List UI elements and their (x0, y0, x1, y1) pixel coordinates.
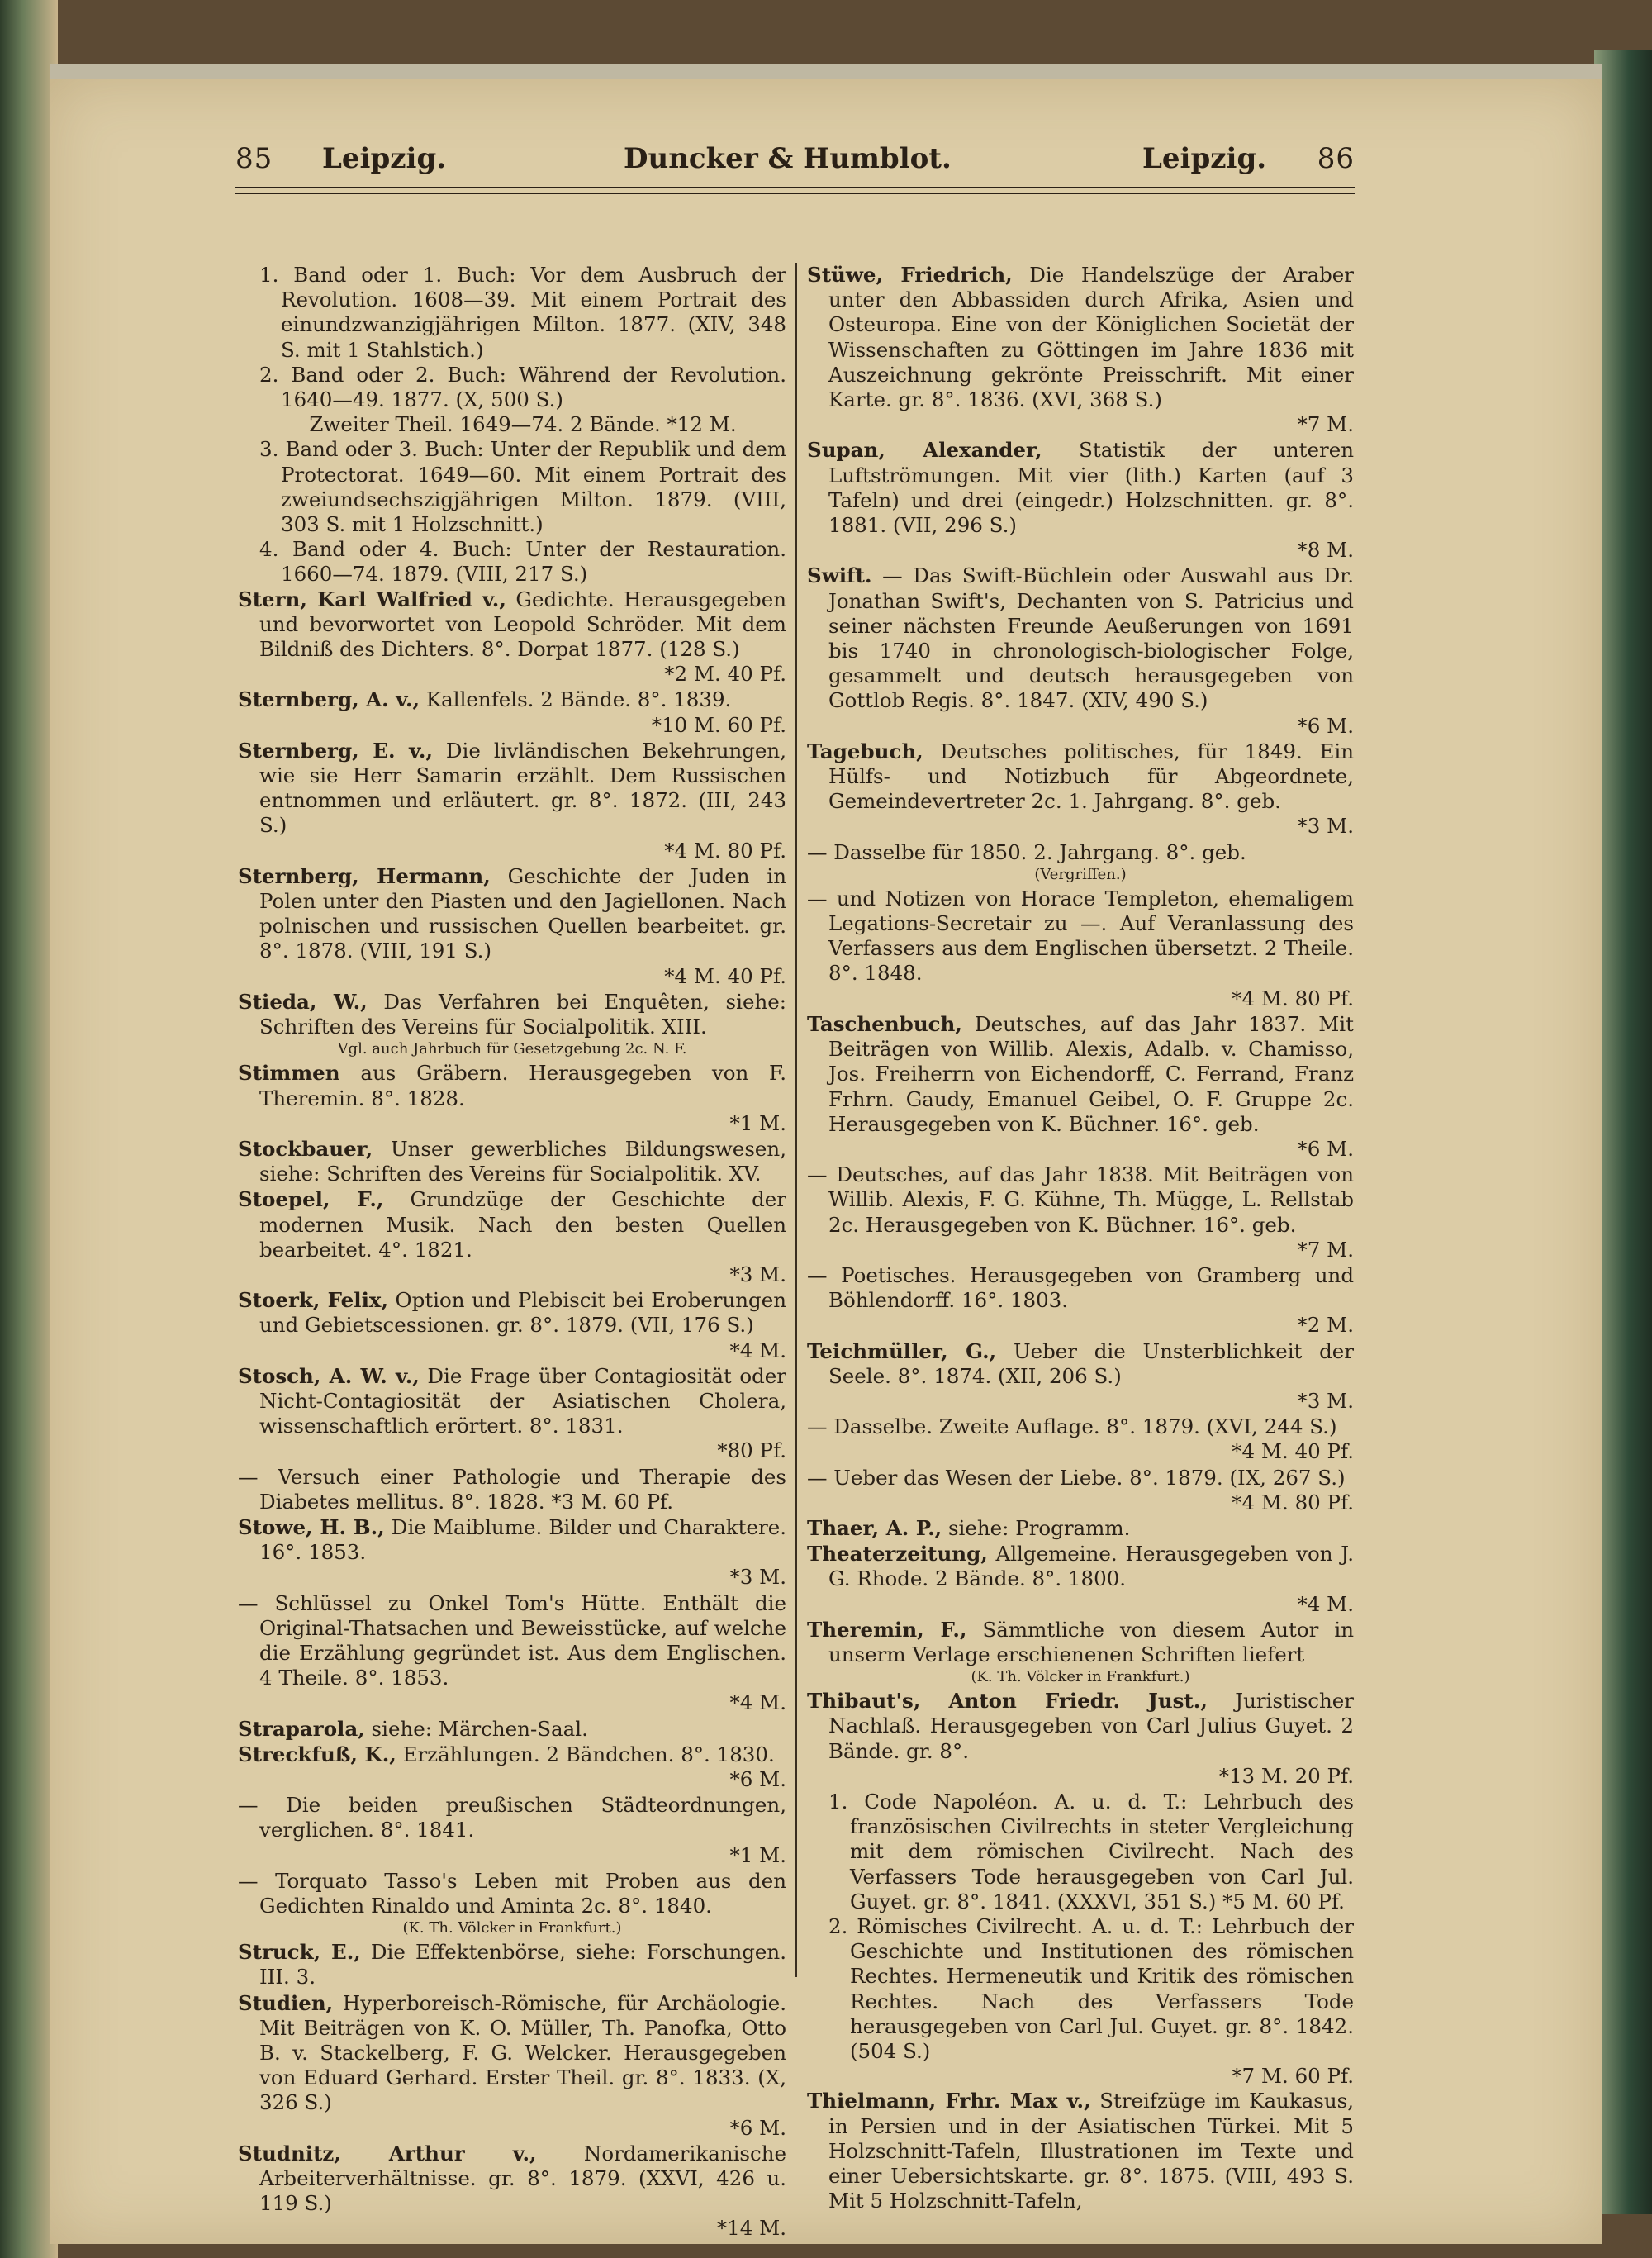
entry-price: *6 M. (1297, 713, 1354, 738)
entry-heading: Stoepel, F., (238, 1187, 384, 1212)
catalog-entry (238, 363, 786, 412)
entry-price: *4 M. 80 Pf. (1232, 986, 1354, 1010)
entry-text: — Ueber das Wesen der Liebe. 8°. 1879. (IX, 267 S.) (807, 1465, 1346, 1490)
right-column (807, 263, 1354, 2214)
catalog-entry (807, 1162, 1354, 1262)
entry-price: *3 M. (729, 1565, 786, 1590)
entry-text: Erzählungen. 2 Bändchen. 8°. 1830. (396, 1742, 775, 1766)
entry-heading: Teichmüller, G., (807, 1338, 997, 1363)
entry-heading: Thibaut's, Anton Friedr. Just., (807, 1689, 1208, 1714)
catalog-entry (238, 1465, 786, 1514)
catalog-entry (238, 2142, 786, 2241)
header-rule (235, 187, 1355, 194)
entry-text: Die Maiblume. Bilder und Charaktere. 16°. 1853. (259, 1514, 786, 1565)
entry-text: Allgemeine. Herausgegeben von J. G. Rhode. 2 Bände. 8°. 1800. (828, 1542, 1354, 1591)
catalog-entry (238, 687, 786, 737)
entry-text: 2. Römisches Civilrecht. A. u. d. T.: Lehrbuch der Geschichte und Institutionen des römischen Rechtes. Hermeneutik und Kritik des römischen Rechtes. Nach des Verfassers Tode herausgegeben von Carl Jul. Guyet. gr. 8°. 1842. (504 S.) (828, 1914, 1354, 2064)
catalog-entry (238, 990, 786, 1039)
entry-text: Kallenfels. 2 Bände. 8°. 1839. (420, 687, 732, 712)
entry-heading: Stimmen (238, 1061, 340, 1086)
catalog-entry (807, 1339, 1354, 1414)
entry-text: — Dasselbe für 1850. 2. Jahrgang. 8°. geb. (807, 839, 1246, 864)
catalog-entry (238, 1187, 786, 1287)
entry-price: *7 M. 60 Pf. (1232, 2064, 1354, 2089)
catalog-entry (238, 537, 786, 587)
catalog-entry (807, 1012, 1354, 1162)
publisher-note: (K. Th. Völcker in Frankfurt.) (971, 1668, 1190, 1686)
entry-heading: Streckfuß, K., (238, 1742, 396, 1766)
entry-text: — Dasselbe. Zweite Auflage. 8°. 1879. (XVI, 244 S.) (807, 1414, 1337, 1439)
entry-heading: Taschenbuch, (807, 1011, 962, 1036)
entry-text: Die Frage über Contagiosität oder Nicht-Contagiosität der Asiatischen Cholera, wissenschaftlich erörtert. 8°. 1831. (259, 1363, 787, 1438)
entry-price: *4 M. (729, 1338, 786, 1362)
entry-heading: Sternberg, E. v., (238, 738, 433, 763)
entry-text: Nordamerikanische Arbeiterverhältnisse. gr. 8°. 1879. (XXVI, 426 u. 119 S.) (259, 2141, 786, 2216)
page-number-right: 86 (1317, 142, 1355, 175)
entry-price: *8 M. (1297, 538, 1354, 563)
entry-text: 3. Band oder 3. Buch: Unter der Republik und dem Protectorat. 1649—60. Mit einem Portrait des zweiundsechszigjährigen Milton. 1879. (VIII, 303 S. mit 1 Holzschnitt.) (259, 437, 786, 537)
entry-price: *6 M. (729, 1766, 786, 1791)
entry-text: Sämmtliche von diesem Autor in unserm Verlage erschienenen Schriften liefert (828, 1617, 1354, 1666)
catalog-entry (238, 437, 786, 537)
entry-text: 4. Band oder 4. Buch: Unter der Restauration. 1660—74. 1879. (VIII, 217 S.) (259, 537, 786, 587)
catalog-entry (238, 1793, 786, 1868)
entry-price: *6 M. (729, 2115, 786, 2140)
entry-text: Die Effektenbörse, siehe: Forschungen. III. 3. (259, 1940, 786, 1989)
entry-heading: Theremin, F., (807, 1617, 967, 1642)
entry-price: *1 M. (729, 1110, 786, 1135)
page-header (235, 142, 1355, 192)
entry-text: — Torquato Tasso's Leben mit Proben aus den Gedichten Rinaldo und Aminta 2c. 8°. 1840. (238, 1868, 786, 1918)
entry-text: Das Verfahren bei Enquêten, siehe: Schriften des Vereins für Socialpolitik. XIII. (259, 989, 787, 1039)
catalog-entry (238, 1364, 786, 1464)
entry-heading: Stockbauer, (238, 1136, 373, 1161)
catalog-entry (807, 1914, 1354, 2089)
entry-price: *2 M. (1297, 1313, 1354, 1338)
entry-heading: Sternberg, A. v., (238, 687, 420, 712)
entry-heading: Tagebuch, (807, 739, 923, 763)
catalog-entry (238, 1991, 786, 2141)
entry-price: *7 M. (1297, 412, 1354, 437)
catalog-entry (238, 1717, 786, 1742)
entry-text: Juristischer Nachlaß. Herausgegeben von Carl Julius Guyet. 2 Bände. gr. 8°. (828, 1689, 1354, 1763)
entry-price: *10 M. 60 Pf. (651, 712, 786, 737)
entry-heading: Sternberg, Hermann, (238, 863, 491, 888)
entry-heading: Studien, (238, 1990, 334, 2015)
left-column (238, 263, 786, 2242)
catalog-entry (807, 438, 1354, 563)
entry-text: siehe: Programm. (942, 1515, 1131, 1540)
entry-price: *4 M. (729, 1690, 786, 1715)
catalog-entry (238, 1940, 786, 1989)
catalog-entry (807, 1689, 1354, 1789)
entry-price: *4 M. (1297, 1591, 1354, 1616)
entry-heading: Struck, E., (238, 1940, 361, 1965)
entry-text: Option und Plebiscit bei Eroberungen und Gebietscessionen. gr. 8°. 1879. (VII, 176 S.) (259, 1288, 786, 1338)
entry-text: siehe: Märchen-Saal. (364, 1716, 588, 1741)
entry-price: *4 M. 40 Pf. (664, 963, 786, 988)
entry-price: *13 M. 20 Pf. (1218, 1763, 1354, 1788)
entry-price: *14 M. (716, 2216, 786, 2241)
entry-text: Deutsches politisches, für 1849. Ein Hülfs- und Notizbuch für Abgeordnete, Gemeindevertreter 2c. 1. Jahrgang. 8°. geb. (828, 739, 1354, 814)
entry-text: Deutsches, auf das Jahr 1837. Mit Beiträgen von Willib. Alexis, Adalb. v. Chamisso, Jos. Freiherrn von Eichendorff, C. Ferrand, Franz Frhrn. Gaudy, Emanuel Geibel, O. F. Gruppe 2c. Herausgegeben von K. Büchner. 16°. geb. (828, 1011, 1354, 1136)
entry-price: *80 Pf. (717, 1438, 786, 1463)
entry-text: aus Gräbern. Herausgegeben von F. Theremin. 8°. 1828. (259, 1061, 786, 1110)
publisher-title: Duncker & Humblot. (624, 142, 952, 175)
entry-text: Geschichte der Juden in Polen unter den Piasten und den Jagiellonen. Nach polnischen und russischen Quellen bearbeitet. gr. 8°. 1878. (VIII, 191 S.) (259, 863, 787, 963)
catalog-entry (238, 1061, 786, 1136)
entry-heading: Stowe, H. B., (238, 1514, 385, 1539)
entry-price: *2 M. 40 Pf. (664, 662, 786, 687)
entry-text: Ueber die Unsterblichkeit der Seele. 8°. 1874. (XII, 206 S.) (828, 1338, 1354, 1388)
catalog-entry (807, 263, 1354, 437)
entry-heading: Stoerk, Felix, (238, 1288, 389, 1313)
entry-text: — Versuch einer Pathologie und Therapie des Diabetes mellitus. 8°. 1828. *3 M. 60 Pf. (238, 1464, 786, 1514)
catalog-entry (238, 1137, 786, 1186)
catalog-entry (238, 412, 786, 437)
entry-text: Grundzüge der Geschichte der modernen Musik. Nach den besten Quellen bearbeitet. 4°. 1821. (259, 1187, 786, 1262)
entry-price: *7 M. (1297, 1237, 1354, 1262)
publisher-note: Vgl. auch Jahrbuch für Gesetzgebung 2c. N. F. (337, 1040, 687, 1058)
entry-heading: Straparola, (238, 1716, 365, 1741)
entry-heading: Stosch, A. W. v., (238, 1363, 420, 1388)
catalog-entry (807, 1414, 1354, 1464)
catalog-entry (238, 864, 786, 989)
entry-text: 2. Band oder 2. Buch: Während der Revolution. 1640—49. 1877. (X, 500 S.) (259, 362, 786, 412)
column-divider (795, 263, 797, 1977)
catalog-entry (238, 1591, 786, 1716)
entry-heading: Theaterzeitung, (807, 1542, 988, 1566)
catalog-entry (807, 1466, 1354, 1515)
catalog-entry (807, 1542, 1354, 1617)
entry-text: 1. Band oder 1. Buch: Vor dem Ausbruch der Revolution. 1608—39. Mit einem Portrait des einundzwanzigjährigen Milton. 1877. (XIV, 348 S. mit 1 Stahlstich.) (259, 263, 786, 362)
entry-price: *3 M. (729, 1262, 786, 1286)
catalog-entry (238, 1288, 786, 1363)
entry-price: *6 M. (1297, 1136, 1354, 1161)
entry-text: Streifzüge im Kaukasus, in Persien und in der Asiatischen Türkei. Mit 5 Holzschnitt-Tafeln, Illustrationen im Texte und einer Uebersichtskarte. gr. 8°. 1875. (VIII, 493 S. Mit 5 Holzschnitt-Tafeln, (828, 2089, 1354, 2213)
catalog-entry (807, 1618, 1354, 1667)
entry-text: — und Notizen von Horace Templeton, ehemaligem Legations-Secretair zu —. Auf Veranlassung des Verfassers aus dem Englischen übersetzt. 2 Theile. 8°. 1848. (807, 886, 1354, 986)
entry-text: — Schlüssel zu Onkel Tom's Hütte. Enthält die Original-Thatsachen und Beweisstücke, auf welche die Erzählung gegründet ist. Aus dem Englischen. 4 Theile. 8°. 1853. (238, 1590, 786, 1690)
catalog-entry (807, 1790, 1354, 1914)
catalog-entry (807, 563, 1354, 738)
page-number-left: 85 (235, 142, 273, 175)
catalog-entry (807, 739, 1354, 839)
entry-text: 1. Code Napoléon. A. u. d. T.: Lehrbuch des französischen Civilrechts in steter Vergleichung mit dem römischen Civilrecht. Nach des Verfassers Tode herausgegeben von Carl Jul. Guyet. gr. 8°. 1841. (XXXVI, 351 S.) *5 M. 60 Pf. (828, 1789, 1354, 1913)
entry-price: *4 M. 80 Pf. (664, 838, 786, 863)
catalog-entry (238, 739, 786, 863)
entry-price: *4 M. 80 Pf. (1232, 1490, 1354, 1514)
catalog-entry (238, 1869, 786, 1918)
entry-price: *4 M. 40 Pf. (1232, 1439, 1354, 1464)
entry-text: — Die beiden preußischen Städteordnungen, verglichen. 8°. 1841. (238, 1793, 786, 1842)
entry-price: *3 M. (1297, 1388, 1354, 1413)
entry-price: *3 M. (1297, 814, 1354, 839)
entry-heading: Stern, Karl Walfried v., (238, 587, 506, 611)
entry-heading: Thaer, A. P., (807, 1515, 942, 1540)
entry-text: Gedichte. Herausgegeben und bevorwortet von Leopold Schröder. Mit dem Bildniß des Dichters. 8°. Dorpat 1877. (128 S.) (259, 587, 786, 662)
entry-heading: Supan, Alexander, (807, 438, 1042, 463)
entry-heading: Stieda, W., (238, 989, 368, 1014)
publisher-note: (K. Th. Völcker in Frankfurt.) (402, 1919, 622, 1937)
entry-heading: Studnitz, Arthur v., (238, 2141, 537, 2165)
entry-text: Unser gewerbliches Bildungswesen, siehe: Schriften des Vereins für Socialpolitik. XV. (259, 1136, 786, 1186)
entry-price: *1 M. (729, 1842, 786, 1867)
entry-text: — Das Swift-Büchlein oder Auswahl aus Dr. Jonathan Swift's, Dechanten von S. Patricius und seiner nächsten Freunde Aeußerungen von 1691 bis 1740 in chronologisch-biologischer Folge, gesammelt und deutsch herausgegeben von Gottlob Regis. 8°. 1847. (XIV, 490 S.) (828, 563, 1354, 713)
publisher-note: (Vergriffen.) (1034, 865, 1127, 883)
catalog-entry (238, 263, 786, 363)
entry-text: Die Handelszüge der Araber unter den Abbassiden durch Afrika, Asien und Osteuropa. Eine von der Königlichen Societät der Wissenschaften zu Göttingen im Jahre 1836 mit Auszeichnung gekrönte Preisschrift. Mit einer Karte. gr. 8°. 1836. (XVI, 368 S.) (828, 263, 1354, 412)
catalog-entry (238, 587, 786, 687)
entry-text: Zweiter Theil. 1649—74. 2 Bände. *12 M. (309, 412, 737, 437)
entry-text: Die livländischen Bekehrungen, wie sie Herr Samarin erzählt. Dem Russischen entnommen und erläutert. gr. 8°. 1872. (III, 243 S.) (259, 738, 786, 838)
entry-heading: Stüwe, Friedrich, (807, 263, 1013, 287)
entry-text: — Poetisches. Herausgegeben von Gramberg und Böhlendorff. 16°. 1803. (807, 1262, 1354, 1313)
book-edge (1594, 50, 1652, 2214)
catalog-entry (807, 1516, 1354, 1541)
catalog-entry (807, 887, 1354, 1011)
entry-text: Hyperboreisch-Römische, für Archäologie. Mit Beiträgen von K. O. Müller, Th. Panofka, Otto B. v. Stackelberg, F. G. Welcker. Herausgegeben von Eduard Gerhard. Erster Theil. gr. 8°. 1833. (X, 326 S.) (259, 1990, 786, 2115)
city-left: Leipzig. (322, 142, 447, 175)
entry-heading: Thielmann, Frhr. Max v., (807, 2089, 1091, 2113)
catalog-entry (807, 840, 1354, 865)
entry-text: Statistik der unteren Luftströmungen. Mit vier (lith.) Karten (auf 3 Tafeln) und drei (eingedr.) Holzschnitten. gr. 8°. 1881. (VII, 296 S.) (828, 438, 1354, 538)
catalog-entry (807, 2089, 1354, 2213)
catalog-entry (238, 1742, 786, 1792)
city-right: Leipzig. (1142, 142, 1267, 175)
catalog-entry (238, 1515, 786, 1590)
catalog-entry (807, 1263, 1354, 1338)
entry-heading: Swift. (807, 563, 872, 588)
entry-text: — Deutsches, auf das Jahr 1838. Mit Beiträgen von Willib. Alexis, F. G. Kühne, Th. Mügge, L. Rellstab 2c. Herausgegeben von K. Büchner. 16°. geb. (807, 1162, 1354, 1237)
